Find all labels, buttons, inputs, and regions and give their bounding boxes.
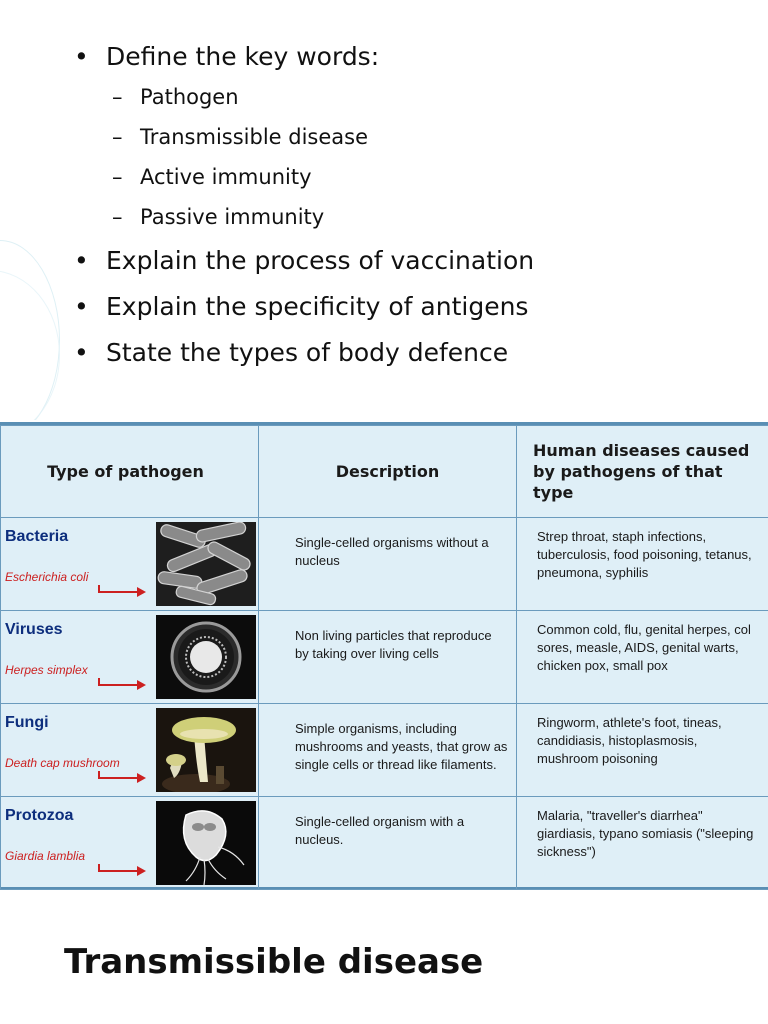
bullet-icon: • [74, 338, 89, 367]
objective-text: Explain the specificity of antigens [106, 292, 529, 321]
key-word-item [112, 204, 754, 230]
objective-text: State the types of body defence [106, 338, 509, 367]
red-arrow-icon [97, 863, 147, 877]
next-slide-card [0, 892, 768, 1024]
pathogen-type-cell [1, 704, 259, 797]
header-description: Description [259, 426, 517, 518]
mushroom-image [156, 708, 256, 792]
pathogen-example: Giardia lamblia [5, 849, 86, 863]
pathogen-example: Escherichia coli [5, 570, 89, 584]
table-row [1, 611, 768, 704]
virus-image [156, 615, 256, 699]
pathogen-diseases: Ringworm, athlete's foot, tineas, candidiasis, histoplasmosis, mushroom poisoning [517, 704, 768, 797]
key-word-text: Passive immunity [140, 205, 325, 229]
pathogen-diseases: Malaria, "traveller's diarrhea" giardiasis, typano somiasis ("sleeping sickness") [517, 797, 768, 890]
key-word-text: Active immunity [140, 165, 312, 189]
key-words-list [112, 84, 754, 230]
key-word-item [112, 84, 754, 110]
pathogen-description: Single-celled organism with a nucleus. [259, 797, 517, 890]
pathogen-name: Viruses [5, 621, 63, 638]
pathogen-type-cell [1, 518, 259, 611]
key-word-item [112, 124, 754, 150]
header-type: Type of pathogen [1, 426, 259, 518]
pathogen-description: Simple organisms, including mushrooms and yeasts, that grow as single cells or thread like filaments. [259, 704, 517, 797]
header-diseases: Human diseases caused by pathogens of that type [517, 426, 768, 518]
key-word-item [112, 164, 754, 190]
dash-icon: – [112, 165, 123, 189]
bullet-icon: • [74, 42, 89, 71]
key-word-text: Transmissible disease [140, 125, 369, 149]
bacteria-image [156, 522, 256, 606]
red-arrow-icon [97, 677, 147, 691]
objective-item [74, 246, 754, 276]
table-row [1, 518, 768, 611]
key-word-text: Pathogen [140, 85, 239, 109]
table-row [1, 797, 768, 890]
pathogen-table [0, 425, 768, 890]
pathogen-name: Fungi [5, 714, 49, 731]
pathogen-type-cell [1, 797, 259, 890]
pathogen-name: Protozoa [5, 807, 74, 824]
objectives-list [74, 42, 754, 384]
pathogen-description: Single-celled organisms without a nucleus [259, 518, 517, 611]
table-row [1, 704, 768, 797]
pathogen-diseases: Common cold, flu, genital herpes, col sores, measle, AIDS, genital warts, chicken pox, small pox [517, 611, 768, 704]
red-arrow-icon [97, 584, 147, 598]
dash-icon: – [112, 125, 123, 149]
objectives-slide [0, 0, 768, 420]
bullet-icon: • [74, 246, 89, 275]
pathogen-table-panel [0, 422, 768, 890]
objective-text: Explain the process of vaccination [106, 246, 535, 275]
red-arrow-icon [97, 770, 147, 784]
section-title: Transmissible disease [64, 942, 484, 982]
pathogen-example: Death cap mushroom [5, 756, 120, 770]
protozoa-image [156, 801, 256, 885]
pathogen-diseases: Strep throat, staph infections, tuberculosis, food poisoning, tetanus, pneumona, syphilis [517, 518, 768, 611]
table-header-row [1, 426, 768, 518]
pathogen-description: Non living particles that reproduce by taking over living cells [259, 611, 517, 704]
pathogen-type-cell [1, 611, 259, 704]
objective-text: Define the key words: [106, 42, 380, 71]
objective-item [74, 292, 754, 322]
objective-item [74, 338, 754, 368]
dash-icon: – [112, 205, 123, 229]
dash-icon: – [112, 85, 123, 109]
objective-item [74, 42, 754, 230]
pathogen-example: Herpes simplex [5, 663, 88, 677]
pathogen-name: Bacteria [5, 528, 69, 545]
bullet-icon: • [74, 292, 89, 321]
